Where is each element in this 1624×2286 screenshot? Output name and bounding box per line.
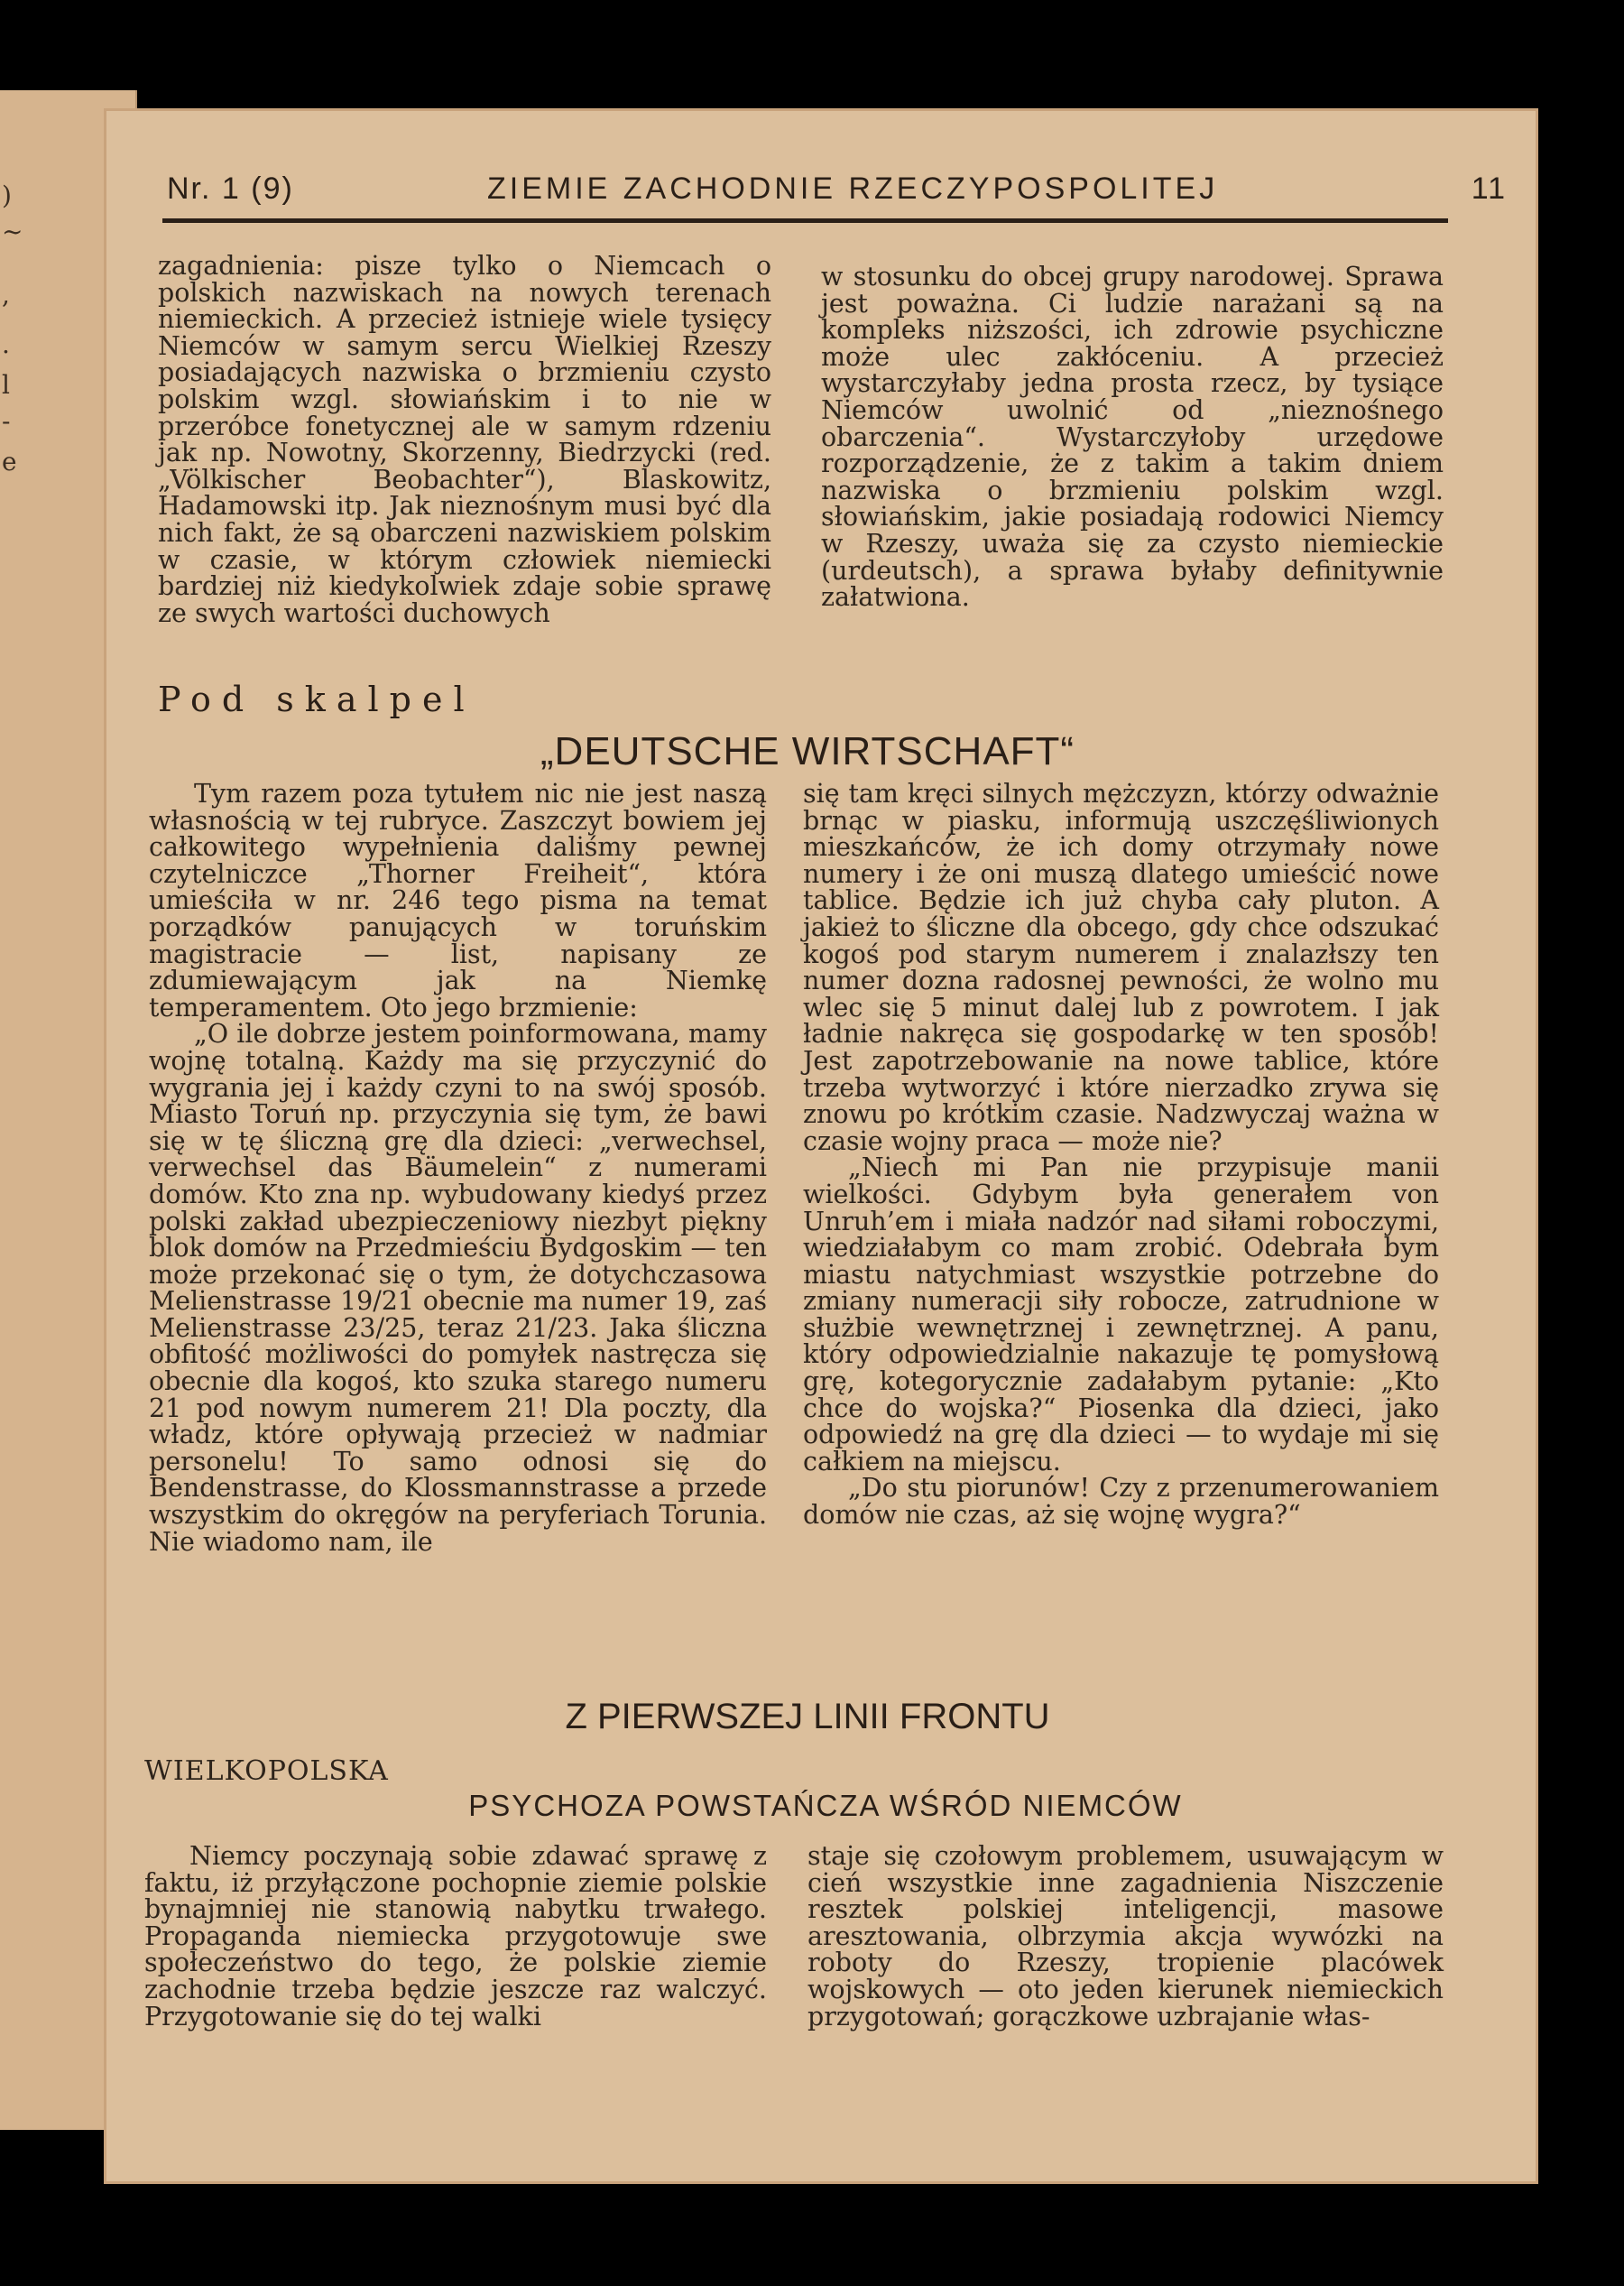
- left-page-fragment: ): [2, 180, 12, 210]
- page-number: 11: [1471, 171, 1507, 206]
- newspaper-title: ZIEMIE ZACHODNIE RZECZYPOSPOLITEJ: [487, 171, 1219, 206]
- article-left-column: [149, 781, 767, 1555]
- article-headline: PSYCHOZA POWSTAŃCZA WŚRÓD NIEMCÓW: [468, 1789, 1183, 1822]
- paragraph: w stosunku do obcej grupy narodowej. Sprawa jest poważna. Ci ludzie narażani są na kompleks niższości, ich zdrowie psychiczne może ulec zakłóceniu. A przecież wystarczyłaby jedna prosta rzecz, by tysiące Niemców uwolnić od „nieznośnego obarczenia“. Wystarczyłoby urzędowe rozporządzenie, że z takim a takim dniem nazwiska o brzmieniu polskim wzgl. słowiańskim, jakie posiadają rodowici Niemcy w Rzeszy, uważa się za czysto niemieckie (urdeutsch), a sprawa byłaby definitywnie załatwiona.: [821, 262, 1444, 613]
- top-left-column: [158, 253, 771, 626]
- article-left-column: [144, 1843, 767, 2030]
- paragraph: Niemcy poczynają sobie zdawać sprawę z faktu, iż przyłączone pochopnie ziemie polskie bynajmniej nie stanowią nabytku trwałego. Propaganda niemiecka przygotowuje swe społeczeństwo do tego, że polskie ziemie zachodnie trzeba będzie jeszcze raz walczyć. Przygotowanie się do tej walki: [144, 1841, 767, 2031]
- paragraph: „Do stu piorunów! Czy z przenumerowaniem domów nie czas, aż się wojnę wygra?“: [803, 1473, 1439, 1531]
- paragraph: „O ile dobrze jestem poinformowana, mamy wojnę totalną. Każdy ma się przyczynić do wygrania jej i każdy czyni to na swój sposób. Miasto Toruń np. przyczynia się tym, że bawi się w tę śliczną grę dla dzieci: „verwechsel, verwechsel das Bäumelein“ z numerami domów. Kto zna np. wybudowany kiedyś przez polski zakład ubezpieczeniowy niezbyt piękny blok domów na Przedmieściu Bydgoskim — ten może przekonać się o tym, że dotychczasowa Melienstrasse 19/21 obecnie ma numer 19, zaś Melienstrasse 23/25, teraz 21/23. Jaka śliczna obfitość możliwości do pomyłek nastręcza się obecnie dla kogoś, kto szuka starego numeru 21 pod nowym numerem 21! Dla poczty, dla władz, które opływają przecież w nadmiar personelu! To samo odnosi się do Bendenstrasse, do Klossmannstrasse a przede wszystkim do okręgów na peryferiach Torunia. Nie wiadomo nam, ile: [149, 1019, 767, 1557]
- page-header: [167, 171, 1507, 217]
- left-page-fragment: e: [2, 447, 17, 477]
- left-page-fragment: ~: [2, 217, 23, 246]
- left-page-fragment: ,: [2, 280, 10, 310]
- rubric-title: Pod skalpel: [158, 680, 475, 719]
- left-page-fragment: .: [2, 329, 10, 359]
- left-page-fragment: l: [2, 370, 10, 400]
- article-right-column: [803, 781, 1439, 1529]
- paragraph: się tam kręci silnych mężczyzn, którzy odważnie brnąc w piasku, informują uszczęśliwionych mieszkańców, że ich domy otrzymały nowe numery i że oni muszą dlatego umieścić nowe tablice. Będzie ich już chyba cały pluton. A jakież to śliczne dla obcego, gdy chce odszukać kogoś pod starym numerem i znalazłszy ten numer dozna radosnej pewności, że wolno mu wlec się 5 minut dalej lub z powrotem. I jak ładnie nakręca się gospodarkę w ten sposób! Jest zapotrzebowanie na nowe tablice, które trzeba wytworzyć i które nierzadko zrywa się znowu po krótkim czasie. Nadzwyczaj ważna w czasie wojny praca — może nie?: [803, 779, 1439, 1156]
- newspaper-page: [104, 108, 1538, 2184]
- article-right-column: [807, 1843, 1444, 2030]
- issue-number: Nr. 1 (9): [167, 171, 294, 206]
- header-rule: [162, 218, 1448, 223]
- article-headline: „DEUTSCHE WIRTSCHAFT“: [540, 729, 1075, 773]
- top-right-column: [821, 264, 1444, 611]
- section-title: Z PIERWSZEJ LINII FRONTU: [565, 1697, 1050, 1736]
- paragraph: zagadnienia: pisze tylko o Niemcach o polskich nazwiskach na nowych terenach niemieckich. A przecież istnieje wiele tysięcy Niemców w samym sercu Wielkiej Rzeszy posiadających nazwiska o brzmieniu czysto polskim wzgl. słowiańskim i to nie w przeróbce fonetycznej ale w samym rdzeniu jak np. Nowotny, Skorzenny, Biedrzycki (red. „Völkischer Beobachter“), Blaskowitz, Hadamowski itp. Jak nieznośnym musi być dla nich fakt, że są obarczeni nazwiskiem polskim w czasie, w którym człowiek niemiecki bardziej niż kiedykolwiek zdaje sobie sprawę ze swych wartości duchowych: [158, 251, 771, 628]
- left-page-fragment: -: [2, 406, 11, 436]
- region-label: WIELKOPOLSKA: [144, 1755, 389, 1787]
- paragraph: „Niech mi Pan nie przypisuje manii wielkości. Gdybym była generałem von Unruh’em i miała nadzór nad siłami roboczymi, wiedziałabym co mam zrobić. Odebrała bym miastu natychmiast wszystkie potrzebne do zmiany numeracji siły robocze, zatrudnione w służbie wewnętrznej i zewnętrznej. A panu, który odpowiedzialnie nakazuje tę pomysłową grę, kotegorycznie zadałabym pytanie: „Kto chce do wojska?“ Piosenka dla dzieci, jako odpowiedź na grę dla dzieci — to wydaje mi się całkiem na miejscu.: [803, 1152, 1439, 1476]
- paragraph: staje się czołowym problemem, usuwającym w cień wszystkie inne zagadnienia Niszczenie resztek polskiej inteligencji, masowe aresztowania, olbrzymia akcja wywózki na roboty do Rzeszy, tropienie placówek wojskowych — oto jeden kierunek niemieckich przygotowań; gorączkowe uzbrajanie włas-: [807, 1841, 1444, 2031]
- paragraph: Tym razem poza tytułem nic nie jest naszą własnością w tej rubryce. Zaszczyt bowiem jej całkowitego wypełnienia daliśmy pewnej czytelniczce „Thorner Freiheit“, która umieściła w nr. 246 tego pisma na temat porządków panujących w toruńskim magistracie — list, napisany ze zdumiewającym jak na Niemkę temperamentem. Oto jego brzmienie:: [149, 779, 767, 1023]
